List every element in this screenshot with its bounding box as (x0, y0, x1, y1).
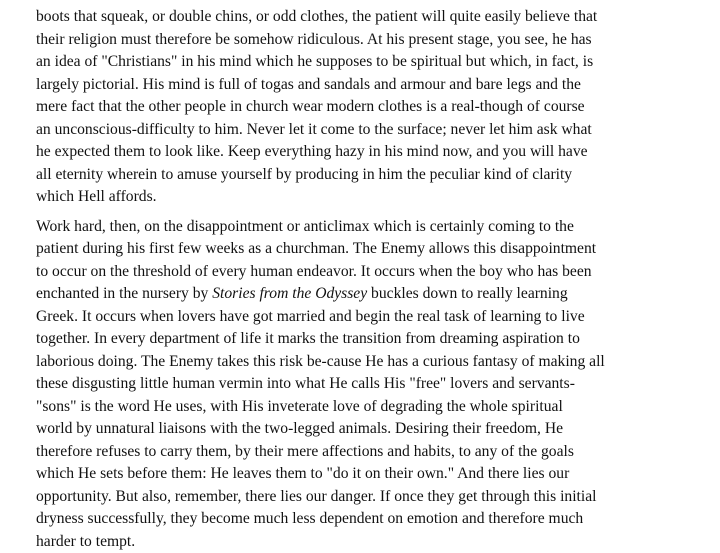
paragraph-2-text-before-title: Work hard, then, on the disappointment or anticlimax which is certainly coming to the patient during his first few weeks as a churchman. The Enemy allows this disappointment to occur on the threshold of every human endeavor. It occurs when the boy who has been enchanted in the nursery by (36, 218, 596, 303)
book-title: Stories from the Odyssey (212, 285, 367, 302)
paragraph-1: boots that squeak, or double chins, or odd clothes, the patient will quite easily believe that their religion must therefore be somehow ridiculous. At his present stage, you see, he has an idea of "Christians" in his mind which he supposes to be spiritual but which, in fact, is largely pictorial. His mind is full of togas and sandals and armour and bare legs and the mere fact that the other people in church wear modern clothes is a real-though of course an unconscious-difficulty to him. Never let it come to the surface; never let him ask what he expected them to look like. Keep everything hazy in his mind now, and you will have all eternity wherein to amuse yourself by producing in him the peculiar kind of clarity which Hell affords. (36, 6, 706, 209)
paragraph-2-text-after-title: buckles down to really learning Greek. It occurs when lovers have got married and begin the real task of learning to live together. In every department of life it marks the transition from dreaming aspiration to laborious doing. The Enemy takes this risk be-cause He has a curious fantasy of making all these disgusting little human vermin into what He calls His "free" lovers and servants- "sons" is the word He uses, with His inveterate love of degrading the whole spiritual world by unnatural liaisons with the two-legged animals. Desiring their freedom, He therefore refuses to carry them, by their mere affections and habits, to any of the goals which He sets before them: He leaves them to "do it on their own." And there lies our opportunity. But also, remember, there lies our danger. If once they get through this initial dryness successfully, they become much less dependent on emotion and therefore much harder to tempt. (36, 285, 605, 550)
paragraph-2 (36, 216, 706, 553)
